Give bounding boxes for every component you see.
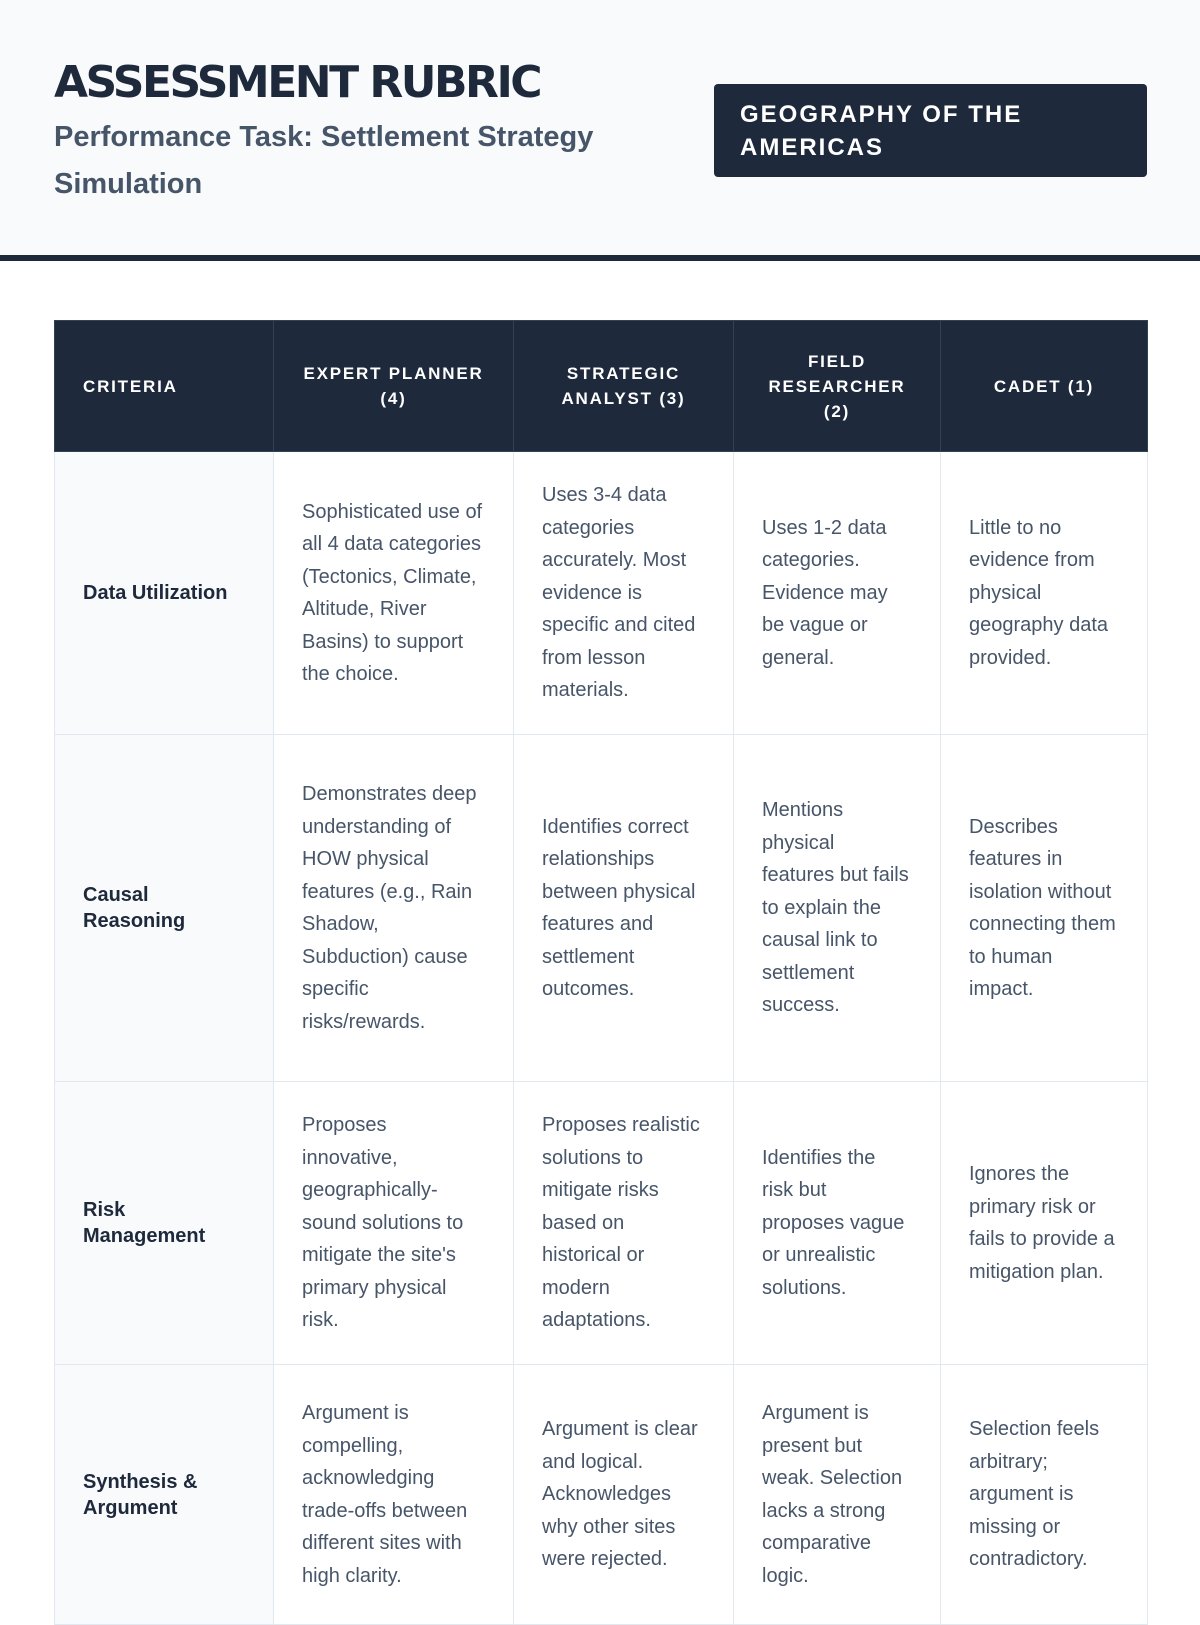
level-cell-strategic-analyst: Identifies correct relationships between physical features and settlement outcomes. [514,735,734,1082]
level-cell-strategic-analyst: Argument is clear and logical. Acknowledges why other sites were rejected. [514,1365,734,1625]
subject-badge: GEOGRAPHY OF THE AMERICAS [714,84,1147,177]
column-header-cadet: CADET (1) [941,321,1148,452]
level-cell-field-researcher: Argument is present but weak. Selection lacks a strong comparative logic. [734,1365,941,1625]
level-cell-cadet: Ignores the primary risk or fails to provide a mitigation plan. [941,1082,1148,1365]
level-cell-expert-planner: Proposes innovative, geographically-sound solutions to mitigate the site's primary physical risk. [274,1082,514,1365]
table-row [55,1365,1148,1625]
level-cell-expert-planner: Argument is compelling, acknowledging trade-offs between different sites with high clarity. [274,1365,514,1625]
page-title: ASSESSMENT RUBRIC [54,57,541,108]
column-header-strategic-analyst: STRATEGIC ANALYST (3) [514,321,734,452]
level-cell-cadet: Little to no evidence from physical geography data provided. [941,452,1148,735]
level-cell-field-researcher: Uses 1-2 data categories. Evidence may be vague or general. [734,452,941,735]
level-cell-field-researcher: Mentions physical features but fails to explain the causal link to settlement success. [734,735,941,1082]
column-header-field-researcher: FIELD RESEARCHER (2) [734,321,941,452]
level-cell-cadet: Describes features in isolation without connecting them to human impact. [941,735,1148,1082]
page-subtitle: Performance Task: Settlement Strategy Simulation [54,121,594,200]
page-header [0,0,1200,261]
table-row [55,735,1148,1082]
column-header-criteria: CRITERIA [55,321,274,452]
level-cell-cadet: Selection feels arbitrary; argument is missing or contradictory. [941,1365,1148,1625]
criteria-cell: Causal Reasoning [55,735,274,1082]
level-cell-expert-planner: Demonstrates deep understanding of HOW physical features (e.g., Rain Shadow, Subduction) cause specific risks/rewards. [274,735,514,1082]
criteria-cell: Risk Management [55,1082,274,1365]
table-row [55,1082,1148,1365]
criteria-cell: Data Utilization [55,452,274,735]
level-cell-expert-planner: Sophisticated use of all 4 data categories (Tectonics, Climate, Altitude, River Basins) to support the choice. [274,452,514,735]
level-cell-field-researcher: Identifies the risk but proposes vague or unrealistic solutions. [734,1082,941,1365]
level-cell-strategic-analyst: Uses 3-4 data categories accurately. Most evidence is specific and cited from lesson materials. [514,452,734,735]
level-cell-strategic-analyst: Proposes realistic solutions to mitigate risks based on historical or modern adaptations. [514,1082,734,1365]
criteria-cell: Synthesis & Argument [55,1365,274,1625]
column-header-expert-planner: EXPERT PLANNER (4) [274,321,514,452]
table-header-row [55,321,1148,452]
table-row [55,452,1148,735]
rubric-table [54,320,1148,1625]
